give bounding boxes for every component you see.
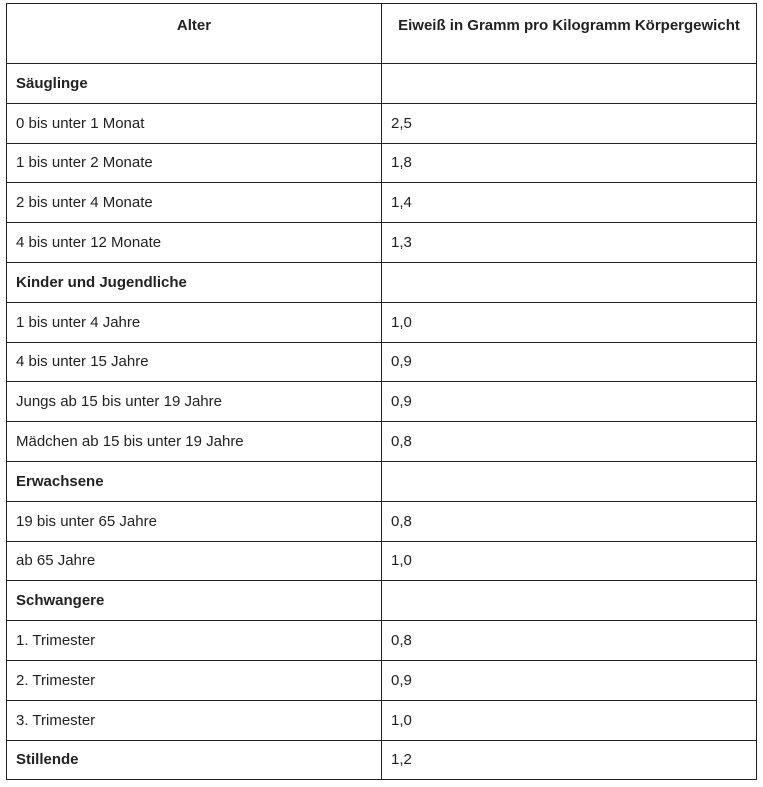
protein-requirements-table [6, 3, 757, 780]
age-cell: 2 bis unter 4 Monate [7, 183, 382, 223]
age-cell: 4 bis unter 15 Jahre [7, 342, 382, 382]
table-row [7, 143, 757, 183]
header-row [7, 4, 757, 64]
table-row [7, 342, 757, 382]
table-row [7, 541, 757, 581]
age-cell: Mädchen ab 15 bis unter 19 Jahre [7, 422, 382, 462]
table-row [7, 103, 757, 143]
age-cell: 0 bis unter 1 Monat [7, 103, 382, 143]
age-cell: Stillende [7, 740, 382, 780]
protein-value-cell: 0,8 [382, 422, 757, 462]
group-row [7, 461, 757, 501]
group-row [7, 64, 757, 104]
group-row [7, 581, 757, 621]
table-row [7, 621, 757, 661]
protein-value-cell [382, 461, 757, 501]
table-row [7, 302, 757, 342]
protein-value-cell: 1,0 [382, 302, 757, 342]
age-cell: Jungs ab 15 bis unter 19 Jahre [7, 382, 382, 422]
protein-value-cell: 1,4 [382, 183, 757, 223]
table-row [7, 501, 757, 541]
protein-value-cell: 0,9 [382, 382, 757, 422]
protein-value-cell: 1,0 [382, 541, 757, 581]
age-cell: Erwachsene [7, 461, 382, 501]
table-row [7, 422, 757, 462]
protein-value-cell: 1,2 [382, 740, 757, 780]
age-cell: 2. Trimester [7, 660, 382, 700]
age-cell: Säuglinge [7, 64, 382, 104]
group-row [7, 740, 757, 780]
group-row [7, 262, 757, 302]
protein-value-cell: 1,0 [382, 700, 757, 740]
age-cell: 1. Trimester [7, 621, 382, 661]
table-row [7, 660, 757, 700]
age-cell: 1 bis unter 2 Monate [7, 143, 382, 183]
age-cell: 19 bis unter 65 Jahre [7, 501, 382, 541]
protein-value-cell [382, 581, 757, 621]
protein-value-cell: 0,9 [382, 660, 757, 700]
table-row [7, 700, 757, 740]
age-cell: Kinder und Jugendliche [7, 262, 382, 302]
age-cell: 4 bis unter 12 Monate [7, 223, 382, 263]
protein-value-cell [382, 64, 757, 104]
age-cell: ab 65 Jahre [7, 541, 382, 581]
table-row [7, 223, 757, 263]
table-row [7, 183, 757, 223]
header-age: Alter [7, 4, 382, 64]
age-cell: 3. Trimester [7, 700, 382, 740]
protein-value-cell [382, 262, 757, 302]
header-protein: Eiweiß in Gramm pro Kilogramm Körpergewicht [382, 4, 757, 64]
protein-value-cell: 0,9 [382, 342, 757, 382]
protein-value-cell: 1,3 [382, 223, 757, 263]
age-cell: 1 bis unter 4 Jahre [7, 302, 382, 342]
protein-value-cell: 1,8 [382, 143, 757, 183]
protein-value-cell: 0,8 [382, 621, 757, 661]
protein-value-cell: 2,5 [382, 103, 757, 143]
protein-value-cell: 0,8 [382, 501, 757, 541]
table-row [7, 382, 757, 422]
age-cell: Schwangere [7, 581, 382, 621]
